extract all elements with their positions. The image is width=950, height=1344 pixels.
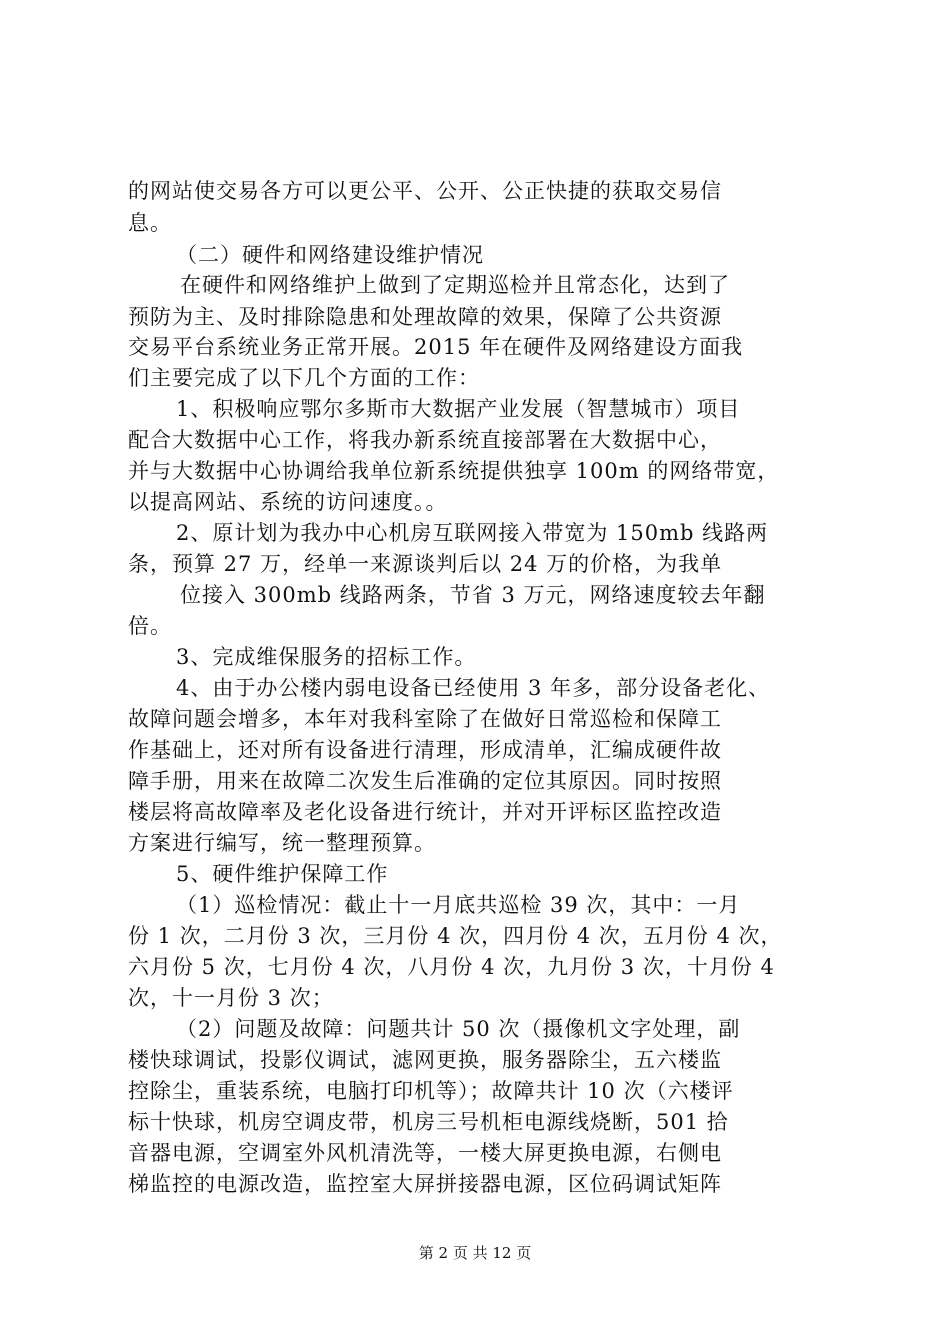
body-line: 位接入 300mb 线路两条，节省 3 万元，网络速度较去年翻 (180, 583, 766, 607)
body-line: 条，预算 27 万，经单一来源谈判后以 24 万的价格，为我单 (128, 552, 723, 576)
body-line: 六月份 5 次，七月份 4 次，八月份 4 次，九月份 3 次，十月份 4 (128, 955, 775, 979)
body-line: （1）巡检情况：截止十一月底共巡检 39 次，其中：一月 (176, 893, 741, 917)
body-line: 交易平台系统业务正常开展。2015 年在硬件及网络建设方面我 (128, 335, 744, 359)
body-line: 1、积极响应鄂尔多斯市大数据产业发展（智慧城市）项目 (176, 397, 741, 421)
body-line: 配合大数据中心工作，将我办新系统直接部署在大数据中心， (128, 428, 722, 452)
body-line: 4、由于办公楼内弱电设备已经使用 3 年多，部分设备老化、 (176, 676, 771, 700)
body-line: 作基础上，还对所有设备进行清理，形成清单，汇编成硬件故 (128, 738, 722, 762)
body-line: 5、硬件维护保障工作 (176, 862, 389, 886)
body-line: 并与大数据中心协调给我单位新系统提供独享 100m 的网络带宽， (128, 459, 780, 483)
page-number-footer: 第 2 页 共 12 页 (418, 1244, 532, 1262)
body-line: （2）问题及故障：问题共计 50 次（摄像机文字处理，副 (176, 1017, 741, 1041)
body-line: 方案进行编写，统一整理预算。 (128, 831, 436, 855)
body-line: 3、完成维保服务的招标工作。 (176, 645, 477, 669)
body-line: 障手册，用来在故障二次发生后准确的定位其原因。同时按照 (128, 769, 722, 793)
body-line: 次，十一月份 3 次； (128, 986, 334, 1010)
body-line: 息。 (128, 211, 172, 235)
body-line: 控除尘，重装系统，电脑打印机等）；故障共计 10 次（六楼评 (128, 1079, 734, 1103)
body-line: 的网站使交易各方可以更公平、公开、公正快捷的获取交易信 (128, 179, 722, 203)
body-line: 梯监控的电源改造，监控室大屏拼接器电源，区位码调试矩阵 (128, 1172, 722, 1196)
body-line: 预防为主、及时排除隐患和处理故障的效果，保障了公共资源 (128, 305, 722, 329)
section-heading: （二）硬件和网络建设维护情况 (176, 243, 484, 267)
body-line: 在硬件和网络维护上做到了定期巡检并且常态化，达到了 (180, 273, 730, 297)
body-line: 份 1 次，二月份 3 次，三月份 4 次，四月份 4 次，五月份 4 次， (128, 924, 783, 948)
body-line: 故障问题会增多，本年对我科室除了在做好日常巡检和保障工 (128, 707, 722, 731)
body-line: 以提高网站、系统的访问速度。。 (128, 490, 448, 514)
body-line: 楼层将高故障率及老化设备进行统计，并对开评标区监控改造 (128, 800, 722, 824)
body-line: 楼快球调试，投影仪调试，滤网更换，服务器除尘，五六楼监 (128, 1048, 722, 1072)
body-line: 2、原计划为我办中心机房互联网接入带宽为 150mb 线路两 (176, 521, 769, 545)
body-line: 音器电源，空调室外风机清洗等，一楼大屏更换电源，右侧电 (128, 1141, 722, 1165)
body-line: 倍。 (128, 614, 172, 638)
body-line: 们主要完成了以下几个方面的工作： (128, 366, 480, 390)
body-line: 标十快球，机房空调皮带，机房三号机柜电源线烧断，501 拾 (128, 1110, 729, 1134)
